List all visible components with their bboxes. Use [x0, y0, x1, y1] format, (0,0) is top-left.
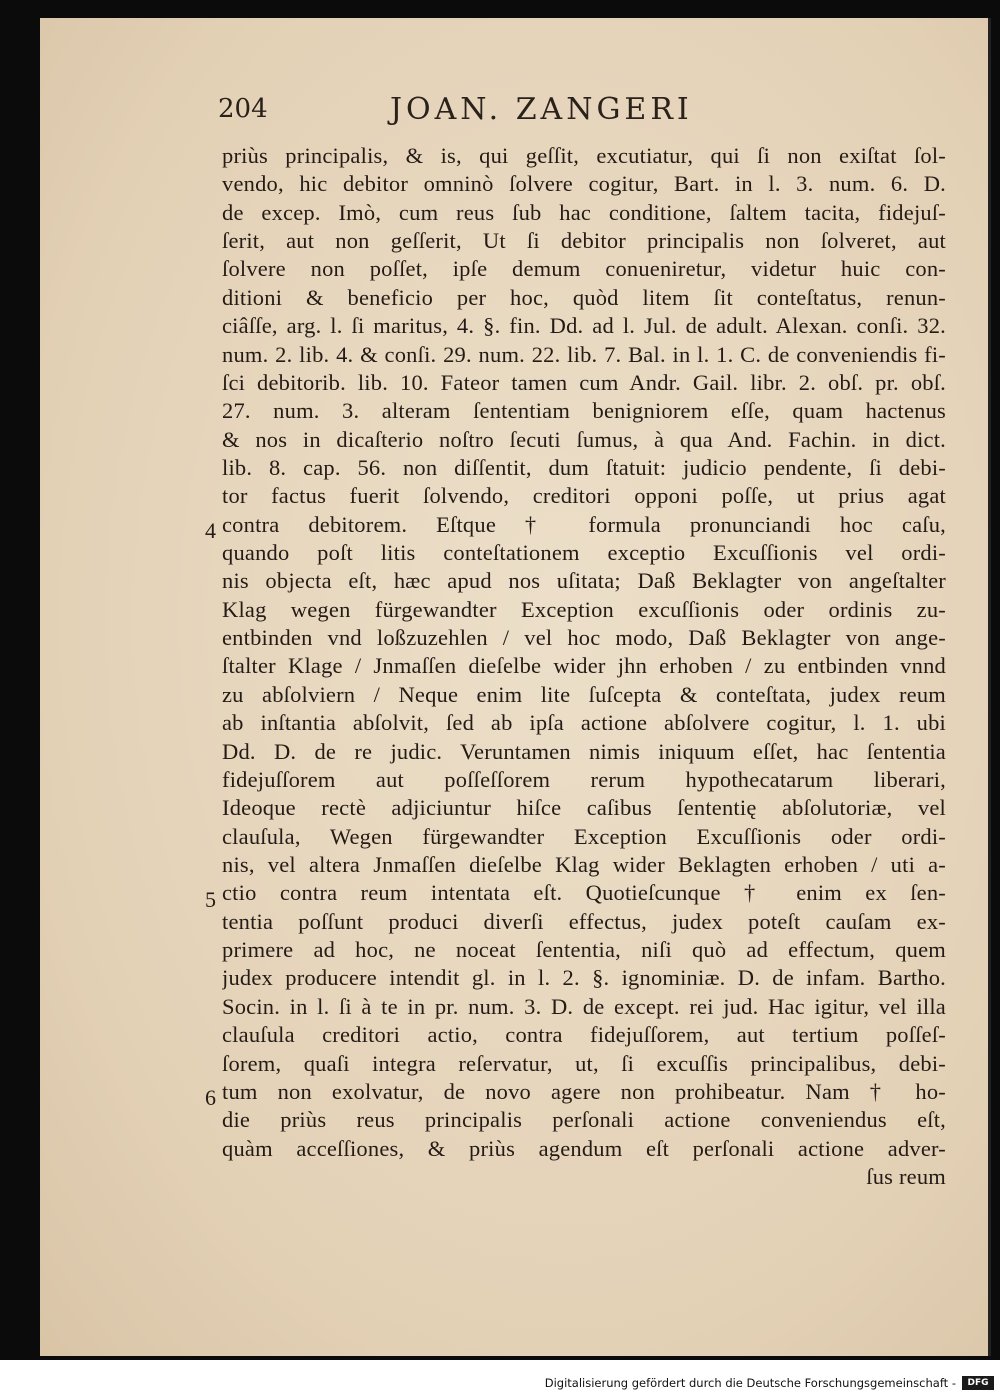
- text-line: die priùs reus principalis perſonali actione conveniendus eſt,: [222, 1107, 946, 1133]
- text-line: tor factus fuerit ſolvendo, creditori opponi poſſe, ut prius agat: [222, 483, 946, 509]
- text-line: ab inſtantia abſolvit, ſed ab ipſa actione abſolvere cogitur, l. 1. ubi: [222, 710, 946, 736]
- text-line: entbinden vnd loßzuzehlen / vel hoc modo, Daß Beklagter von ange-: [222, 625, 946, 651]
- text-line: 27. num. 3. alteram ſententiam benigniorem eſſe, quam hactenus: [222, 398, 946, 424]
- text-line: judex producere intendit gl. in l. 2. §. ignominiæ. D. de infam. Bartho.: [222, 965, 946, 991]
- text-line: ſolvere non poſſet, ipſe demum conueniretur, videtur huic con-: [222, 256, 946, 282]
- dfg-logo: DFG: [962, 1376, 994, 1390]
- body-text: [222, 142, 946, 1191]
- text-line: ciâſſe, arg. l. ſi maritus, 4. §. fin. Dd. ad l. Jul. de adult. Alexan. conſi. 32.: [222, 313, 946, 339]
- running-header: [218, 92, 738, 132]
- text-line: & nos in dicaſterio noſtro ſecuti ſumus, à qua And. Fachin. in dict.: [222, 426, 946, 452]
- text-line: Socin. in l. ſi à te in pr. num. 3. D. de except. rei jud. Hac igitur, vel illa: [222, 993, 946, 1019]
- text-line: clauſula creditori actio, contra fidejuſſorem, aut tertium poſſeſ-: [222, 1022, 946, 1048]
- page-number: 204: [218, 94, 268, 124]
- text-line: quàm acceſſiones, & priùs agendum eſt perſonali actione adver-: [222, 1135, 946, 1161]
- text-line: fidejuſſorem aut poſſeſſorem rerum hypothecatarum liberari,: [222, 766, 946, 792]
- funding-notice: Digitalisierung gefördert durch die Deutsche Forschungsgemeinschaft -: [544, 1376, 956, 1390]
- text-line: nis, vel altera Jnmaſſen dieſelbe Klag wider Beklagten erhoben / uti a-: [222, 851, 946, 877]
- text-line: zu abſolviern / Neque enim lite ſuſcepta & conteſtata, judex reum: [222, 681, 946, 707]
- text-line: clauſula, Wegen fürgewandter Exception Excuſſionis oder ordi-: [222, 823, 946, 849]
- footer-bar: [0, 1360, 1000, 1396]
- text-line: ſerit, aut non geſſerit, Ut ſi debitor principalis non ſolveret, aut: [222, 228, 946, 254]
- margin-number: 5: [205, 887, 216, 912]
- text-line: tentia poſſunt produci diverſi effectus, judex poteſt cauſam ex-: [222, 908, 946, 934]
- text-line: nis objecta eſt, hæc apud nos uſitata; Daß Beklagter von angeſtalter: [222, 568, 946, 594]
- margin-number: 4: [205, 518, 216, 543]
- text-line: Klag wegen fürgewandter Exception excuſſionis oder ordinis zu-: [222, 596, 946, 622]
- catchword: ſus reum: [866, 1163, 946, 1189]
- text-line: ditioni & beneficio per hoc, quòd litem ſit conteſtatus, renun-: [222, 284, 946, 310]
- text-line: contra debitorem. Eſtque † formula pronunciandi hoc caſu,: [222, 511, 946, 537]
- text-line: primere ad hoc, ne noceat ſententia, niſi quò ad effectum, quem: [222, 937, 946, 963]
- text-line: tum non exolvatur, de novo agere non prohibeatur. Nam † ho-: [222, 1078, 946, 1104]
- text-line: quando poſt litis conteſtationem exceptio Excuſſionis vel ordi-: [222, 540, 946, 566]
- text-line: Ideoque rectè adjiciuntur hiſce caſibus ſententię abſolutoriæ, vel: [222, 795, 946, 821]
- text-line: de excep. Imò, cum reus ſub hac conditione, ſaltem tacita, fidejuſ-: [222, 199, 946, 225]
- text-line: num. 2. lib. 4. & conſi. 29. num. 22. lib. 7. Bal. in l. 1. C. de conveniendis fi-: [222, 341, 946, 367]
- text-line: ſtalter Klage / Jnmaſſen dieſelbe wider jhn erhoben / zu entbinden vnnd: [222, 653, 946, 679]
- text-line: vendo, hic debitor omninò ſolvere cogitur, Bart. in l. 3. num. 6. D.: [222, 171, 946, 197]
- text-line: Dd. D. de re judic. Veruntamen nimis iniquum eſſet, hac ſententia: [222, 738, 946, 764]
- running-title: JOAN. ZANGERI: [390, 92, 693, 127]
- text-line: priùs principalis, & is, qui geſſit, excutiatur, qui ſi non exiſtat ſol-: [222, 143, 946, 168]
- margin-number: 6: [205, 1085, 216, 1110]
- text-line: ſorem, quaſi integra reſervatur, ut, ſi excuſſis principalibus, debi-: [222, 1050, 946, 1076]
- text-line: ſci debitorib. lib. 10. Fateor tamen cum Andr. Gail. libr. 2. obſ. pr. obſ.: [222, 369, 946, 395]
- text-line: lib. 8. cap. 56. non diſſentit, dum ſtatuit: judicio pendente, ſi debi-: [222, 454, 946, 480]
- text-line: ctio contra reum intentata eſt. Quotieſcunque † enim ex ſen-: [222, 880, 946, 906]
